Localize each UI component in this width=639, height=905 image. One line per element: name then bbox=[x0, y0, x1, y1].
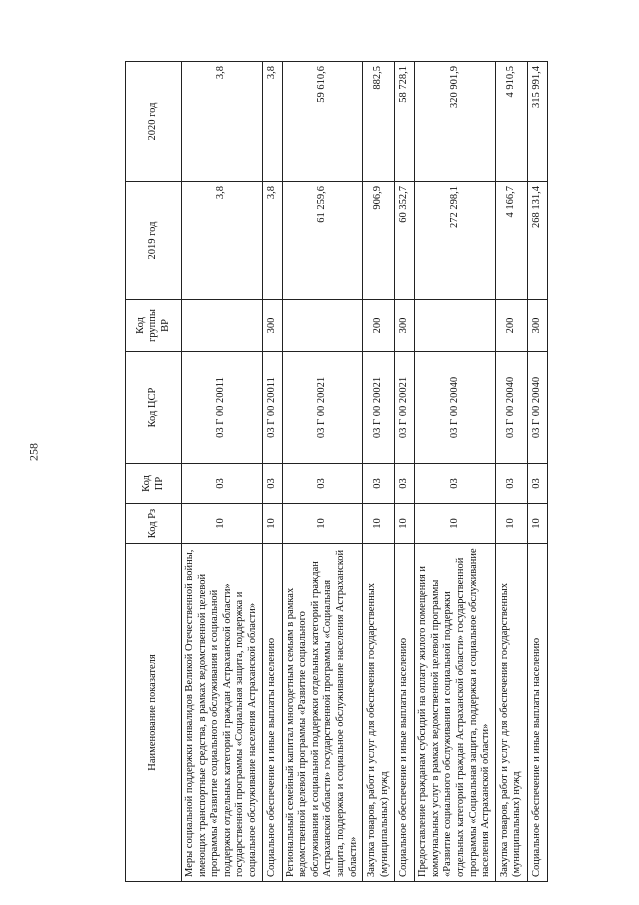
cell-rz: 10 bbox=[495, 504, 527, 544]
header-csr: Код ЦСР bbox=[126, 352, 182, 464]
cell-vr: 300 bbox=[527, 300, 547, 352]
cell-2019: 4 166,7 bbox=[495, 182, 527, 300]
cell-2019: 3,8 bbox=[262, 182, 282, 300]
cell-pr: 03 bbox=[527, 464, 547, 504]
cell-pr: 03 bbox=[415, 464, 496, 504]
rotated-table-container bbox=[125, 62, 542, 882]
header-vr: Код группы ВР bbox=[126, 300, 182, 352]
table-row bbox=[395, 62, 415, 882]
cell-rz: 10 bbox=[363, 504, 395, 544]
cell-vr: 200 bbox=[495, 300, 527, 352]
table-row bbox=[495, 62, 527, 882]
table-row bbox=[282, 62, 363, 882]
cell-csr: 03 Г 00 20040 bbox=[527, 352, 547, 464]
header-2019: 2019 год bbox=[126, 182, 182, 300]
cell-csr: 03 Г 00 20011 bbox=[262, 352, 282, 464]
cell-2020: 59 610,6 bbox=[282, 62, 363, 182]
cell-2019: 272 298,1 bbox=[415, 182, 496, 300]
cell-2019: 3,8 bbox=[182, 182, 263, 300]
table-row bbox=[415, 62, 496, 882]
cell-name: Социальное обеспечение и иные выплаты населению bbox=[262, 544, 282, 882]
cell-name: Социальное обеспечение и иные выплаты населению bbox=[527, 544, 547, 882]
cell-vr bbox=[182, 300, 263, 352]
budget-table bbox=[125, 61, 548, 882]
table-header-row bbox=[126, 62, 182, 882]
cell-rz: 10 bbox=[415, 504, 496, 544]
cell-2020: 3,8 bbox=[262, 62, 282, 182]
header-2020: 2020 год bbox=[126, 62, 182, 182]
cell-csr: 03 Г 00 20011 bbox=[182, 352, 263, 464]
cell-name: Предоставление гражданам субсидий на оплату жилого помещения и коммунальных услуг в рамках ведомственной целевой программы «Развитие социального обслуживания и социальной поддержки отдельных категорий граждан Астраханской области» государственной программы «Социальная защита, поддержка и социальное обслуживание населения Астраханской области» bbox=[415, 544, 496, 882]
cell-csr: 03 Г 00 20021 bbox=[395, 352, 415, 464]
cell-pr: 03 bbox=[182, 464, 263, 504]
cell-2019: 60 352,7 bbox=[395, 182, 415, 300]
cell-rz: 10 bbox=[262, 504, 282, 544]
cell-pr: 03 bbox=[363, 464, 395, 504]
cell-name: Региональный семейный капитал многодетным семьям в рамках ведомственной целевой программы «Развитие социального обслуживания и социальной поддержки отдельных категорий граждан Астраханской области» государственной программы «Социальная защита, поддержка и социальное обслуживание населения Астраханской области» bbox=[282, 544, 363, 882]
cell-vr: 200 bbox=[363, 300, 395, 352]
table-row bbox=[262, 62, 282, 882]
cell-name: Закупка товаров, работ и услуг для обеспечения государственных (муниципальных) нужд bbox=[495, 544, 527, 882]
cell-pr: 03 bbox=[262, 464, 282, 504]
cell-2020: 315 991,4 bbox=[527, 62, 547, 182]
cell-csr: 03 Г 00 20021 bbox=[282, 352, 363, 464]
cell-2019: 61 259,6 bbox=[282, 182, 363, 300]
cell-csr: 03 Г 00 20040 bbox=[415, 352, 496, 464]
cell-name: Социальное обеспечение и иные выплаты населению bbox=[395, 544, 415, 882]
cell-rz: 10 bbox=[527, 504, 547, 544]
cell-name: Меры социальной поддержки инвалидов Великой Отечественной войны, имеющих транспортные средства, в рамках ведомственной целевой программы «Развитие социального обслуживания и социальной поддержки отдельных категорий граждан Астраханской области» государственной программы «Социальная защита, поддержка и социальное обслуживание населения Астраханской области» bbox=[182, 544, 263, 882]
cell-2020: 882,5 bbox=[363, 62, 395, 182]
cell-pr: 03 bbox=[495, 464, 527, 504]
page-number: 258 bbox=[26, 443, 41, 461]
table-row bbox=[527, 62, 547, 882]
cell-pr: 03 bbox=[282, 464, 363, 504]
cell-csr: 03 Г 00 20040 bbox=[495, 352, 527, 464]
cell-vr: 300 bbox=[262, 300, 282, 352]
cell-csr: 03 Г 00 20021 bbox=[363, 352, 395, 464]
cell-2020: 4 910,5 bbox=[495, 62, 527, 182]
cell-2019: 268 131,4 bbox=[527, 182, 547, 300]
table-row bbox=[363, 62, 395, 882]
header-rz: Код Рз bbox=[126, 504, 182, 544]
cell-vr bbox=[415, 300, 496, 352]
cell-2020: 3,8 bbox=[182, 62, 263, 182]
cell-name: Закупка товаров, работ и услуг для обеспечения государственных (муниципальных) нужд bbox=[363, 544, 395, 882]
header-name: Наименование показателя bbox=[126, 544, 182, 882]
cell-pr: 03 bbox=[395, 464, 415, 504]
cell-rz: 10 bbox=[395, 504, 415, 544]
cell-rz: 10 bbox=[282, 504, 363, 544]
header-pr: Код ПР bbox=[126, 464, 182, 504]
table-row bbox=[182, 62, 263, 882]
cell-vr bbox=[282, 300, 363, 352]
cell-rz: 10 bbox=[182, 504, 263, 544]
cell-2020: 58 728,1 bbox=[395, 62, 415, 182]
cell-2020: 320 901,9 bbox=[415, 62, 496, 182]
cell-vr: 300 bbox=[395, 300, 415, 352]
cell-2019: 906,9 bbox=[363, 182, 395, 300]
